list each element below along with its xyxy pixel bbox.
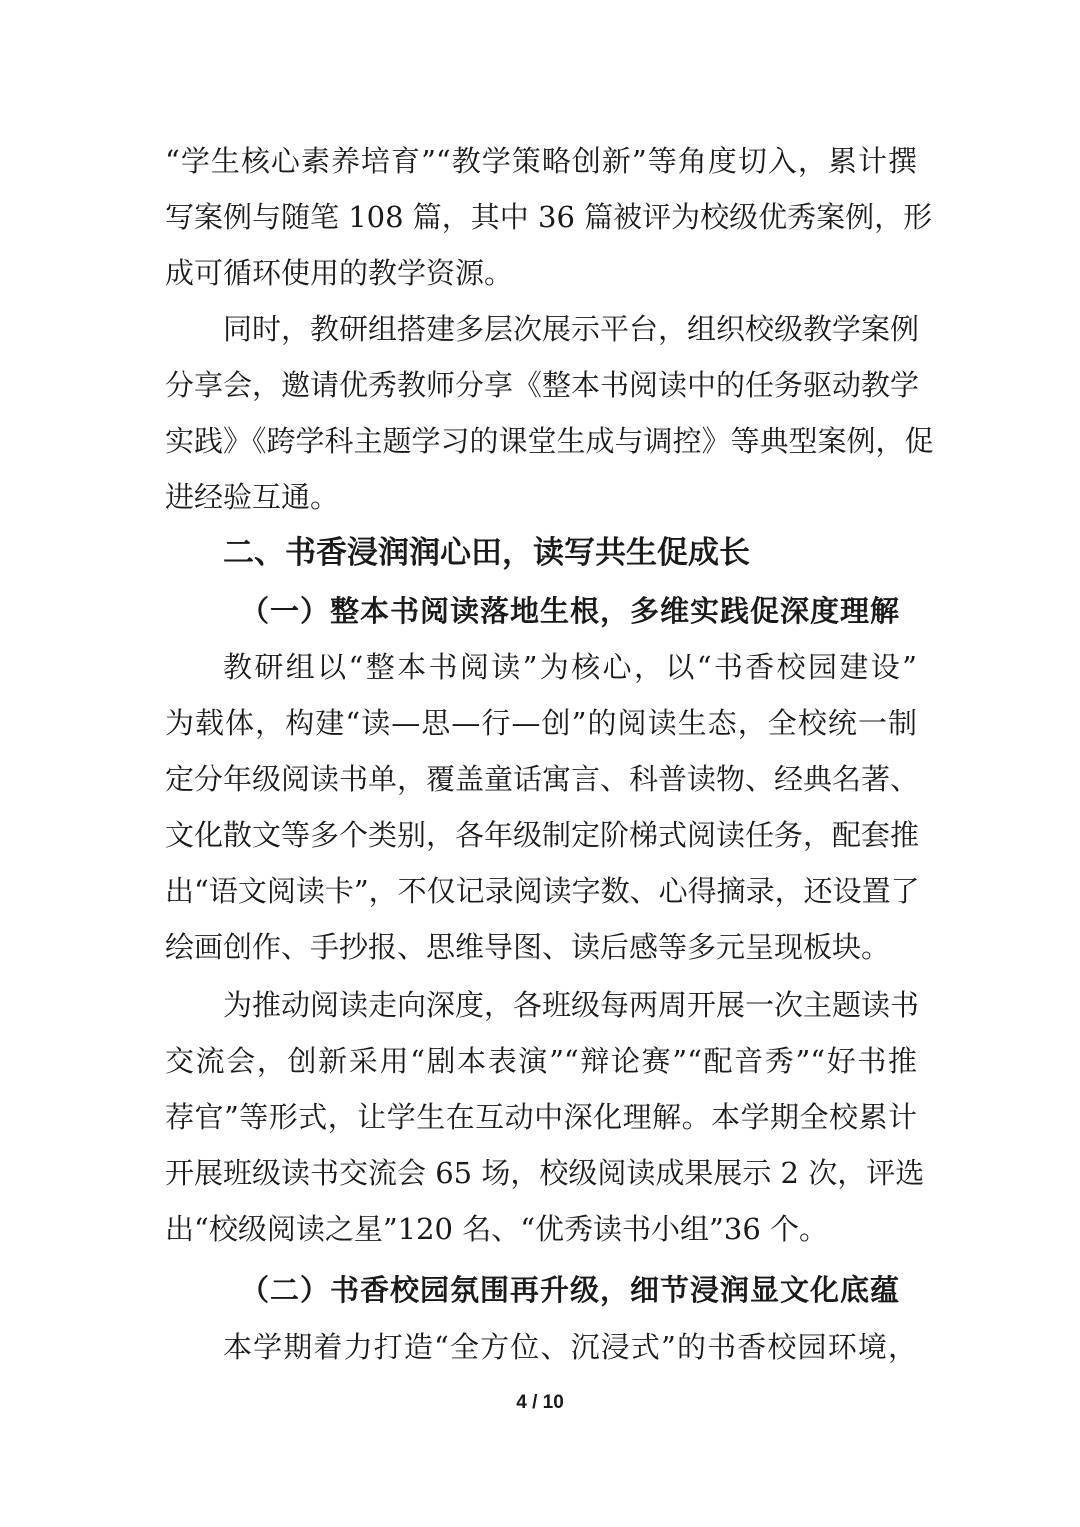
text-line: 教研组以“整本书阅读”为核心，以“书香校园建设” <box>223 650 917 684</box>
text-line: 进经验互通。 <box>165 480 340 514</box>
subsection-heading: （一）整本书阅读落地生根，多维实践促深度理解 <box>240 594 901 628</box>
text-line: “学生核心素养培育”“教学策略创新”等角度切入，累计撰 <box>165 144 917 178</box>
text-line: 出“校级阅读之星”120 名、“优秀读书小组”36 个。 <box>165 1212 828 1246</box>
text-line: 文化散文等多个类别，各年级制定阶梯式阅读任务，配套推 <box>165 818 920 852</box>
text-line: 为推动阅读走向深度，各班级每两周开展一次主题读书 <box>223 988 920 1022</box>
text-line: 交流会，创新采用“剧本表演”“辩论赛”“配音秀”“好书推 <box>165 1044 917 1078</box>
text-line: 实践》《跨学科主题学习的课堂生成与调控》等典型案例，促 <box>165 424 934 458</box>
subsection-heading: （二）书香校园氛围再升级，细节浸润显文化底蕴 <box>240 1273 901 1307</box>
text-line: 成可循环使用的教学资源。 <box>165 256 514 290</box>
text-line: 同时，教研组搭建多层次展示平台，组织校级教学案例 <box>223 312 920 346</box>
text-line: 写案例与随笔 108 篇，其中 36 篇被评为校级优秀案例，形 <box>165 200 933 234</box>
text-line: 开展班级读书交流会 65 场，校级阅读成果展示 2 次，评选 <box>165 1156 925 1190</box>
text-line: 为载体，构建“读—思—行—创”的阅读生态，全校统一制 <box>165 706 917 740</box>
text-line: 分享会，邀请优秀教师分享《整本书阅读中的任务驱动教学 <box>165 368 920 402</box>
text-line: 荐官”等形式，让学生在互动中深化理解。本学期全校累计 <box>165 1100 917 1134</box>
text-line: 本学期着力打造“全方位、沉浸式”的书香校园环境， <box>223 1330 917 1364</box>
text-line: 定分年级阅读书单，覆盖童话寓言、科普读物、经典名著、 <box>165 762 920 796</box>
section-heading: 二、书香浸润润心田，读写共生促成长 <box>223 535 750 571</box>
text-line: 出“语文阅读卡”，不仅记录阅读字数、心得摘录，还设置了 <box>165 874 920 908</box>
text-line: 绘画创作、手抄报、思维导图、读后感等多元呈现板块。 <box>165 930 891 964</box>
page-number: 4 / 10 <box>516 1392 564 1413</box>
